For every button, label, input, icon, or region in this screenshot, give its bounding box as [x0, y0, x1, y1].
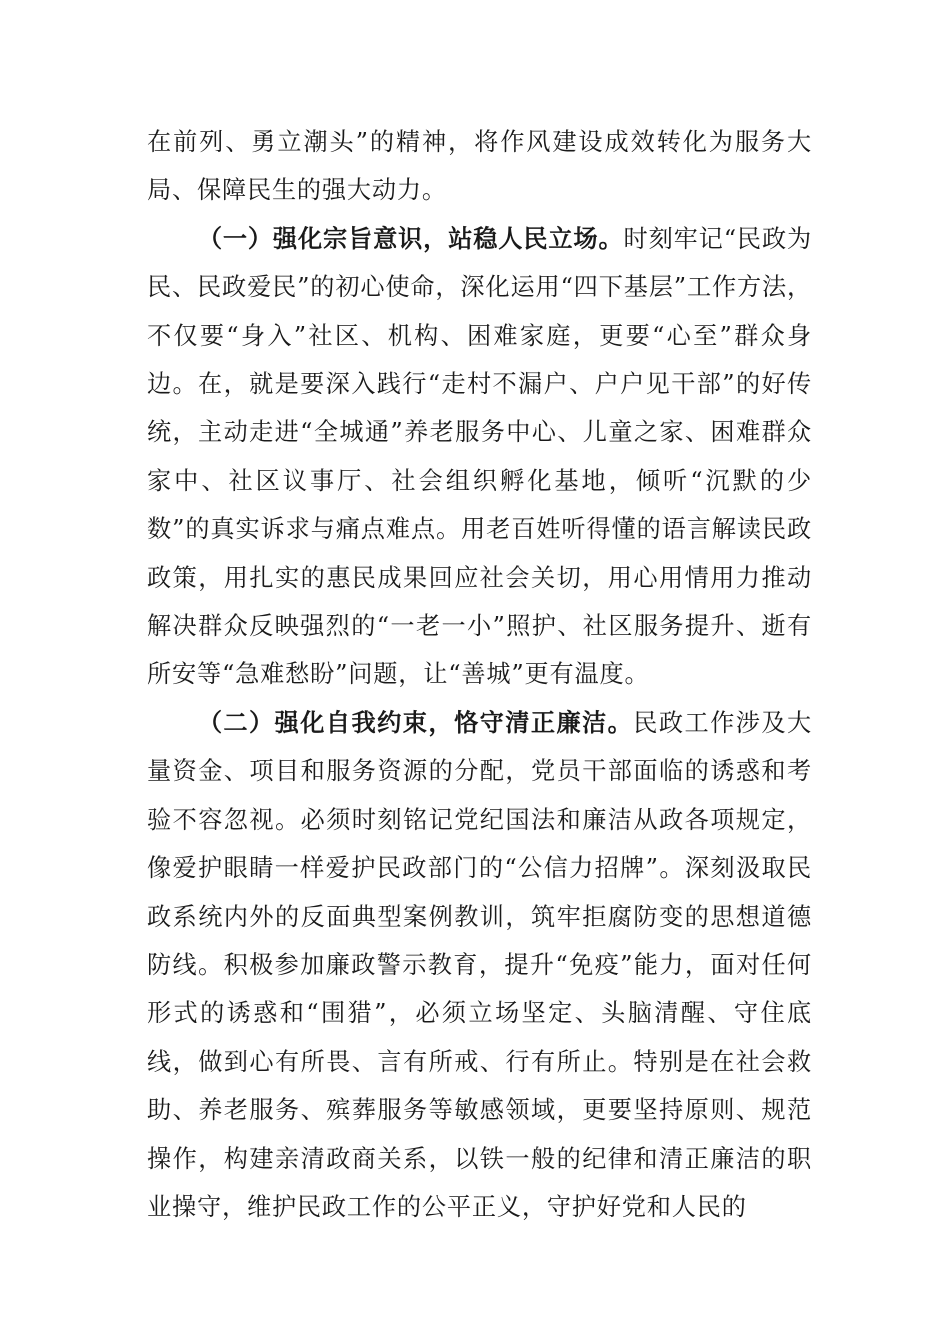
- paragraph-text: 在前列、勇立潮头”的精神，将作风建设成效转化为服务大局、保障民生的强大动力。: [147, 128, 812, 205]
- section-heading: （一）强化宗旨意识，站稳人民立场。: [197, 223, 624, 253]
- paragraph-section-1: [147, 215, 812, 699]
- paragraph-text: 民政工作涉及大量资金、项目和服务资源的分配，党员干部面临的诱惑和考验不容忽视。必须时刻铭记党纪国法和廉洁从政各项规定，像爱护眼睛一样爱护民政部门的“公信力招牌”。深刻汲取民政系统内外的反面典型案例教训，筑牢拒腐防变的思想道德防线。积极参加廉政警示教育，提升“免疫”能力，面对任何形式的诱惑和“围猎”，必须立场坚定、头脑清醒、守住底线，做到心有所畏、言有所戒、行有所止。特别是在社会救助、养老服务、殡葬服务等敏感领域，更要坚持原则、规范操作，构建亲清政商关系，以铁一般的纪律和清正廉洁的职业操守，维护民政工作的公平正义，守护好党和人民的: [147, 708, 812, 1221]
- paragraph-section-2: [147, 699, 812, 1231]
- paragraph-text: 时刻牢记“民政为民、民政爱民”的初心使命，深化运用“四下基层”工作方法，不仅要“身入”社区、机构、困难家庭，更要“心至”群众身边。在，就是要深入践行“走村不漏户、户户见干部”的好传统，主动走进“全城通”养老服务中心、儿童之家、困难群众家中、社区议事厅、社会组织孵化基地，倾听“沉默的少数”的真实诉求与痛点难点。用老百姓听得懂的语言解读民政政策，用扎实的惠民成果回应社会关切，用心用情用力推动解决群众反映强烈的“一老一小”照护、社区服务提升、逝有所安等“急难愁盼”问题，让“善城”更有温度。: [147, 224, 812, 689]
- paragraph-continuation: [147, 118, 812, 215]
- section-heading: （二）强化自我约束，恪守清正廉洁。: [197, 707, 634, 737]
- document-body: [147, 118, 812, 1231]
